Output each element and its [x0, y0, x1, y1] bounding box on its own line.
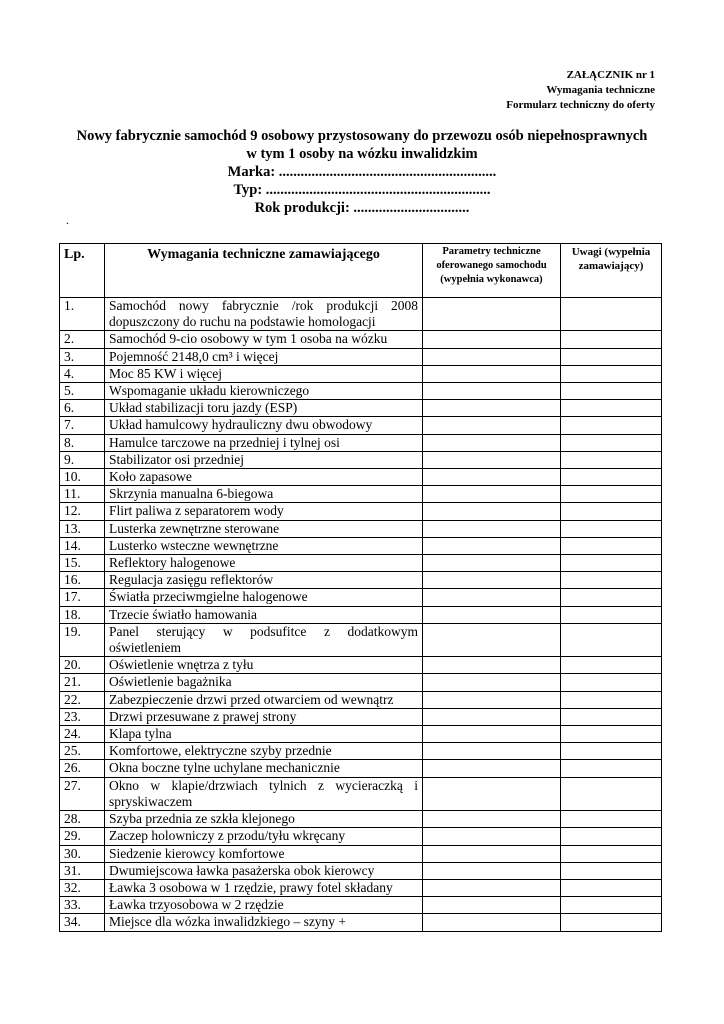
table-row — [60, 862, 662, 879]
offered-parameters-cell[interactable] — [423, 486, 561, 503]
row-number: 16. — [60, 572, 105, 589]
requirement-text: Regulacja zasięgu reflektorów — [105, 572, 423, 589]
brand-field: Marka: ............................................................ — [227, 164, 497, 180]
notes-cell[interactable] — [561, 845, 662, 862]
row-number: 31. — [60, 862, 105, 879]
requirement-text: Flirt paliwa z separatorem wody — [105, 503, 423, 520]
attachment-subtitle: Wymagania techniczne — [546, 84, 655, 96]
requirement-text: Skrzynia manualna 6-biegowa — [105, 486, 423, 503]
row-number: 6. — [60, 400, 105, 417]
table-row — [60, 674, 662, 691]
offered-parameters-cell[interactable] — [423, 469, 561, 486]
notes-cell[interactable] — [561, 862, 662, 879]
notes-cell[interactable] — [561, 657, 662, 674]
row-number: 13. — [60, 520, 105, 537]
requirement-text: Szyba przednia ze szkła klejonego — [105, 811, 423, 828]
table-row — [60, 657, 662, 674]
table-row — [60, 691, 662, 708]
table-row — [60, 777, 662, 810]
notes-cell[interactable] — [561, 348, 662, 365]
offered-parameters-cell[interactable] — [423, 400, 561, 417]
row-number: 4. — [60, 365, 105, 382]
table-row — [60, 879, 662, 896]
table-row — [60, 914, 662, 931]
requirement-text: Moc 85 KW i więcej — [105, 365, 423, 382]
column-header-notes: Uwagi (wypełnia zamawiający) — [561, 244, 662, 298]
column-header-parameters: Parametry techniczne oferowanego samochodu (wypełnia wykonawca) — [423, 244, 561, 298]
row-number: 3. — [60, 348, 105, 365]
table-row — [60, 434, 662, 451]
row-number: 8. — [60, 434, 105, 451]
offered-parameters-cell[interactable] — [423, 298, 561, 331]
type-field: Typ: .............................................................. — [233, 182, 491, 198]
notes-cell[interactable] — [561, 451, 662, 468]
requirement-text: Oświetlenie bagażnika — [105, 674, 423, 691]
requirement-text: Trzecie światło hamowania — [105, 606, 423, 623]
document-title — [0, 127, 724, 217]
table-row — [60, 503, 662, 520]
offered-parameters-cell[interactable] — [423, 383, 561, 400]
attachment-header — [506, 68, 655, 113]
row-number: 30. — [60, 845, 105, 862]
requirement-text: Komfortowe, elektryczne szyby przednie — [105, 743, 423, 760]
notes-cell[interactable] — [561, 365, 662, 382]
row-number: 26. — [60, 760, 105, 777]
row-number: 34. — [60, 914, 105, 931]
notes-cell[interactable] — [561, 503, 662, 520]
row-number: 22. — [60, 691, 105, 708]
offered-parameters-cell[interactable] — [423, 417, 561, 434]
title-line-1: Nowy fabrycznie samochód 9 osobowy przystosowany do przewozu osób niepełnosprawnych — [76, 128, 648, 144]
notes-cell[interactable] — [561, 298, 662, 331]
row-number: 9. — [60, 451, 105, 468]
notes-cell[interactable] — [561, 879, 662, 896]
row-number: 20. — [60, 657, 105, 674]
row-number: 12. — [60, 503, 105, 520]
requirement-text: Pojemność 2148,0 cm³ i więcej — [105, 348, 423, 365]
offered-parameters-cell[interactable] — [423, 777, 561, 810]
offered-parameters-cell[interactable] — [423, 691, 561, 708]
offered-parameters-cell[interactable] — [423, 623, 561, 656]
requirement-text: Miejsce dla wózka inwalidzkiego – szyny + — [105, 914, 423, 931]
table-row — [60, 348, 662, 365]
table-row — [60, 845, 662, 862]
offered-parameters-cell[interactable] — [423, 555, 561, 572]
offered-parameters-cell[interactable] — [423, 760, 561, 777]
row-number: 14. — [60, 537, 105, 554]
requirement-text: Ławka trzyosobowa w 2 rzędzie — [105, 897, 423, 914]
notes-cell[interactable] — [561, 469, 662, 486]
notes-cell[interactable] — [561, 537, 662, 554]
title-line-2: w tym 1 osoby na wózku inwalidzkim — [246, 146, 478, 162]
requirement-text: Lusterko wsteczne wewnętrzne — [105, 537, 423, 554]
offered-parameters-cell[interactable] — [423, 606, 561, 623]
notes-cell[interactable] — [561, 331, 662, 348]
requirement-text: Oświetlenie wnętrza z tyłu — [105, 657, 423, 674]
row-number: 17. — [60, 589, 105, 606]
table-row — [60, 486, 662, 503]
row-number: 24. — [60, 726, 105, 743]
table-row — [60, 383, 662, 400]
offered-parameters-cell[interactable] — [423, 879, 561, 896]
requirement-text: Okna boczne tylne uchylane mechanicznie — [105, 760, 423, 777]
offered-parameters-cell[interactable] — [423, 743, 561, 760]
attachment-number: ZAŁĄCZNIK nr 1 — [566, 69, 655, 81]
row-number: 33. — [60, 897, 105, 914]
requirement-text: Drzwi przesuwane z prawej strony — [105, 708, 423, 725]
offered-parameters-cell[interactable] — [423, 434, 561, 451]
offered-parameters-cell[interactable] — [423, 520, 561, 537]
offered-parameters-cell[interactable] — [423, 503, 561, 520]
table-row — [60, 331, 662, 348]
offered-parameters-cell[interactable] — [423, 674, 561, 691]
requirement-text: Okno w klapie/drzwiach tylnich z wycieraczką i spryskiwaczem — [105, 777, 423, 810]
row-number: 29. — [60, 828, 105, 845]
notes-cell[interactable] — [561, 589, 662, 606]
row-number: 18. — [60, 606, 105, 623]
column-header-requirements: Wymagania techniczne zamawiającego — [105, 244, 423, 298]
notes-cell[interactable] — [561, 674, 662, 691]
table-row — [60, 726, 662, 743]
table-row — [60, 811, 662, 828]
table-row — [60, 555, 662, 572]
row-number: 5. — [60, 383, 105, 400]
notes-cell[interactable] — [561, 897, 662, 914]
notes-cell[interactable] — [561, 623, 662, 656]
offered-parameters-cell[interactable] — [423, 708, 561, 725]
row-number: 25. — [60, 743, 105, 760]
requirement-text: Zaczep holowniczy z przodu/tyłu wkręcany — [105, 828, 423, 845]
notes-cell[interactable] — [561, 760, 662, 777]
requirement-text: Lusterka zewnętrzne sterowane — [105, 520, 423, 537]
stray-dot: . — [66, 213, 69, 227]
table-body — [60, 298, 662, 932]
offered-parameters-cell[interactable] — [423, 862, 561, 879]
requirement-text: Koło zapasowe — [105, 469, 423, 486]
notes-cell[interactable] — [561, 914, 662, 931]
requirement-text: Wspomaganie układu kierowniczego — [105, 383, 423, 400]
row-number: 10. — [60, 469, 105, 486]
table-row — [60, 897, 662, 914]
table-row — [60, 572, 662, 589]
notes-cell[interactable] — [561, 828, 662, 845]
row-number: 7. — [60, 417, 105, 434]
row-number: 21. — [60, 674, 105, 691]
offered-parameters-cell[interactable] — [423, 828, 561, 845]
requirement-text: Samochód nowy fabrycznie /rok produkcji 2008 dopuszczony do ruchu na podstawie homologacji — [105, 298, 423, 331]
row-number: 11. — [60, 486, 105, 503]
requirement-text: Układ stabilizacji toru jazdy (ESP) — [105, 400, 423, 417]
notes-cell[interactable] — [561, 520, 662, 537]
requirement-text: Zabezpieczenie drzwi przed otwarciem od wewnątrz — [105, 691, 423, 708]
offered-parameters-cell[interactable] — [423, 845, 561, 862]
table-row — [60, 298, 662, 331]
offered-parameters-cell[interactable] — [423, 589, 561, 606]
offered-parameters-cell[interactable] — [423, 331, 561, 348]
requirement-text: Układ hamulcowy hydrauliczny dwu obwodowy — [105, 417, 423, 434]
notes-cell[interactable] — [561, 743, 662, 760]
requirement-text: Panel sterujący w podsufitce z dodatkowym oświetleniem — [105, 623, 423, 656]
requirement-text: Klapa tylna — [105, 726, 423, 743]
table-row — [60, 708, 662, 725]
offered-parameters-cell[interactable] — [423, 365, 561, 382]
row-number: 32. — [60, 879, 105, 896]
table-row — [60, 520, 662, 537]
table-row — [60, 828, 662, 845]
notes-cell[interactable] — [561, 606, 662, 623]
row-number: 15. — [60, 555, 105, 572]
requirement-text: Samochód 9-cio osobowy w tym 1 osoba na wózku — [105, 331, 423, 348]
requirement-text: Światła przeciwmgielne halogenowe — [105, 589, 423, 606]
table-row — [60, 760, 662, 777]
notes-cell[interactable] — [561, 777, 662, 810]
table-row — [60, 400, 662, 417]
offered-parameters-cell[interactable] — [423, 657, 561, 674]
notes-cell[interactable] — [561, 383, 662, 400]
offered-parameters-cell[interactable] — [423, 348, 561, 365]
notes-cell[interactable] — [561, 417, 662, 434]
table-row — [60, 606, 662, 623]
row-number: 1. — [60, 298, 105, 331]
requirement-text: Siedzenie kierowcy komfortowe — [105, 845, 423, 862]
requirement-text: Hamulce tarczowe na przedniej i tylnej osi — [105, 434, 423, 451]
row-number: 23. — [60, 708, 105, 725]
table-row — [60, 589, 662, 606]
offered-parameters-cell[interactable] — [423, 537, 561, 554]
notes-cell[interactable] — [561, 400, 662, 417]
requirement-text: Stabilizator osi przedniej — [105, 451, 423, 468]
row-number: 28. — [60, 811, 105, 828]
table-header-row — [60, 244, 662, 298]
notes-cell[interactable] — [561, 434, 662, 451]
row-number: 27. — [60, 777, 105, 810]
table-row — [60, 451, 662, 468]
row-number: 19. — [60, 623, 105, 656]
requirement-text: Dwumiejscowa ławka pasażerska obok kierowcy — [105, 862, 423, 879]
notes-cell[interactable] — [561, 486, 662, 503]
table-row — [60, 743, 662, 760]
offered-parameters-cell[interactable] — [423, 726, 561, 743]
table-row — [60, 537, 662, 554]
table-row — [60, 417, 662, 434]
table-row — [60, 623, 662, 656]
offered-parameters-cell[interactable] — [423, 572, 561, 589]
row-number: 2. — [60, 331, 105, 348]
attachment-form-name: Formularz techniczny do oferty — [506, 99, 655, 111]
notes-cell[interactable] — [561, 572, 662, 589]
notes-cell[interactable] — [561, 691, 662, 708]
requirement-text: Reflektory halogenowe — [105, 555, 423, 572]
table-row — [60, 365, 662, 382]
requirements-table — [59, 243, 662, 932]
notes-cell[interactable] — [561, 708, 662, 725]
offered-parameters-cell[interactable] — [423, 811, 561, 828]
offered-parameters-cell[interactable] — [423, 451, 561, 468]
column-header-lp: Lp. — [60, 244, 105, 298]
production-year-field: Rok produkcji: ................................ — [254, 200, 470, 216]
offered-parameters-cell[interactable] — [423, 914, 561, 931]
table-row — [60, 469, 662, 486]
notes-cell[interactable] — [561, 811, 662, 828]
notes-cell[interactable] — [561, 555, 662, 572]
requirement-text: Ławka 3 osobowa w 1 rzędzie, prawy fotel składany — [105, 879, 423, 896]
offered-parameters-cell[interactable] — [423, 897, 561, 914]
notes-cell[interactable] — [561, 726, 662, 743]
